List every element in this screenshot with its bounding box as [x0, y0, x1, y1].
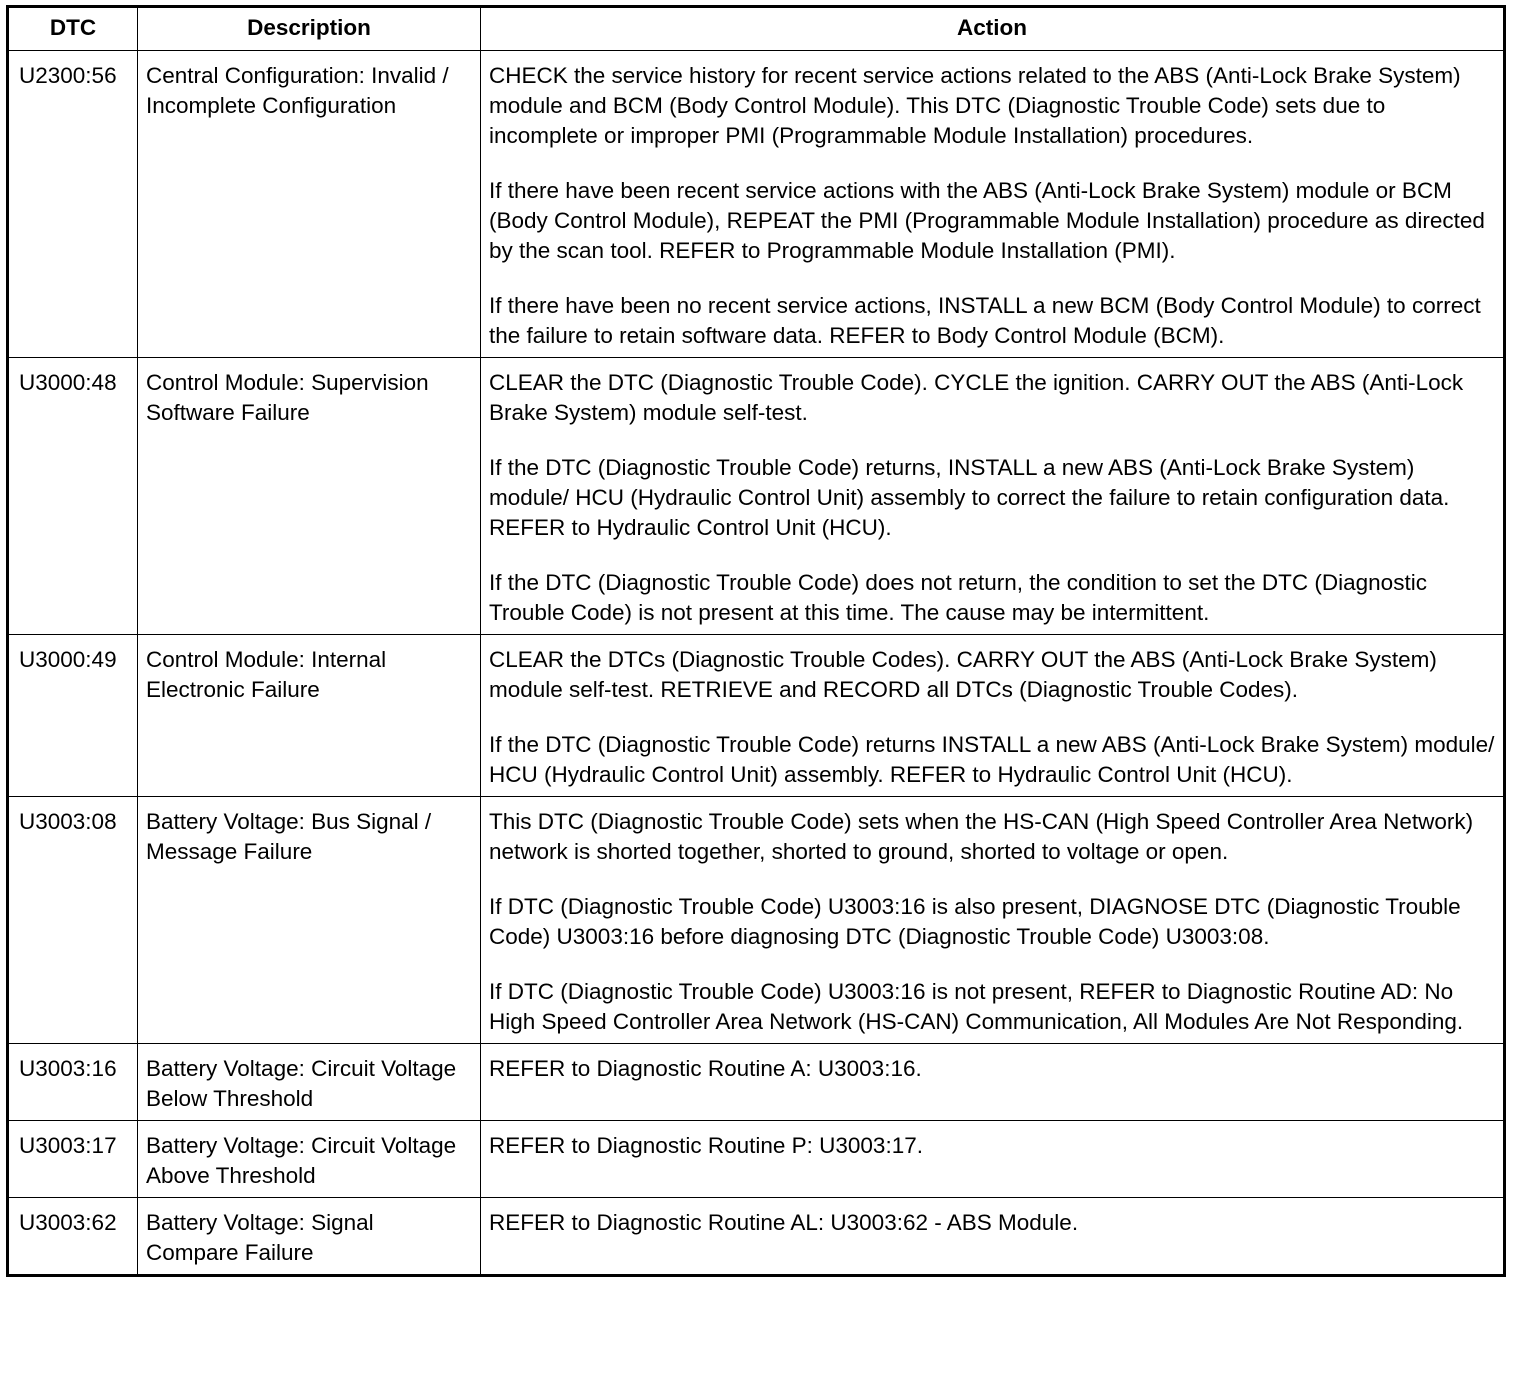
- dtc-code: U3003:62: [8, 1198, 138, 1276]
- header-dtc: DTC: [8, 7, 138, 51]
- action-paragraph: CLEAR the DTCs (Diagnostic Trouble Codes). CARRY OUT the ABS (Anti-Lock Brake System) module self-test. RETRIEVE and RECORD all DTCs (Diagnostic Trouble Codes).: [489, 647, 1437, 702]
- action-paragraph: If DTC (Diagnostic Trouble Code) U3003:16 is also present, DIAGNOSE DTC (Diagnostic Trouble Code) U3003:16 before diagnosing DTC (Diagnostic Trouble Code) U3003:08.: [489, 894, 1461, 949]
- dtc-code: U3003:08: [8, 797, 138, 1044]
- dtc-action: [481, 1121, 1505, 1198]
- header-action: Action: [481, 7, 1505, 51]
- action-paragraph: If the DTC (Diagnostic Trouble Code) returns, INSTALL a new ABS (Anti-Lock Brake System) module/ HCU (Hydraulic Control Unit) assembly to correct the failure to retain configuration data. REFER to Hydraulic Control Unit (HCU).: [489, 455, 1450, 540]
- dtc-description: Control Module: Supervision Software Failure: [138, 358, 481, 635]
- table-header-row: [8, 7, 1505, 51]
- action-paragraph: REFER to Diagnostic Routine P: U3003:17.: [489, 1133, 923, 1158]
- action-paragraph: This DTC (Diagnostic Trouble Code) sets when the HS-CAN (High Speed Controller Area Network) network is shorted together, shorted to ground, shorted to voltage or open.: [489, 809, 1474, 864]
- dtc-code: U3003:16: [8, 1044, 138, 1121]
- dtc-action: [481, 358, 1505, 635]
- action-paragraph: If DTC (Diagnostic Trouble Code) U3003:16 is not present, REFER to Diagnostic Routine AD: No High Speed Controller Area Network (HS-CAN) Communication, All Modules Are Not Responding.: [489, 979, 1464, 1034]
- dtc-table: [6, 5, 1506, 1277]
- table-row: [8, 635, 1505, 797]
- action-paragraph: If there have been recent service actions with the ABS (Anti-Lock Brake System) module or BCM (Body Control Module), REPEAT the PMI (Programmable Module Installation) procedure as directed by the scan tool. REFER to Programmable Module Installation (PMI).: [489, 178, 1485, 263]
- dtc-description: Battery Voltage: Signal Compare Failure: [138, 1198, 481, 1276]
- dtc-code: U3000:49: [8, 635, 138, 797]
- action-paragraph: CLEAR the DTC (Diagnostic Trouble Code). CYCLE the ignition. CARRY OUT the ABS (Anti-Lock Brake System) module self-test.: [489, 370, 1464, 425]
- dtc-code: U3000:48: [8, 358, 138, 635]
- dtc-description: Control Module: Internal Electronic Failure: [138, 635, 481, 797]
- dtc-action: [481, 1044, 1505, 1121]
- action-paragraph: CHECK the service history for recent service actions related to the ABS (Anti-Lock Brake System) module and BCM (Body Control Module). This DTC (Diagnostic Trouble Code) sets due to incomplete or improper PMI (Programmable Module Installation) procedures.: [489, 63, 1461, 148]
- table-row: [8, 51, 1505, 358]
- action-paragraph: If there have been no recent service actions, INSTALL a new BCM (Body Control Module) to correct the failure to retain software data. REFER to Body Control Module (BCM).: [489, 293, 1481, 348]
- dtc-action: [481, 1198, 1505, 1276]
- dtc-description: Battery Voltage: Bus Signal / Message Failure: [138, 797, 481, 1044]
- dtc-code: U2300:56: [8, 51, 138, 358]
- table-row: [8, 797, 1505, 1044]
- header-description: Description: [138, 7, 481, 51]
- dtc-action: [481, 635, 1505, 797]
- table-row: [8, 1198, 1505, 1276]
- dtc-description: Central Configuration: Invalid / Incomplete Configuration: [138, 51, 481, 358]
- action-paragraph: REFER to Diagnostic Routine AL: U3003:62 - ABS Module.: [489, 1210, 1079, 1235]
- table-row: [8, 358, 1505, 635]
- dtc-code: U3003:17: [8, 1121, 138, 1198]
- dtc-description: Battery Voltage: Circuit Voltage Below Threshold: [138, 1044, 481, 1121]
- dtc-action: [481, 797, 1505, 1044]
- table-row: [8, 1121, 1505, 1198]
- action-paragraph: If the DTC (Diagnostic Trouble Code) returns INSTALL a new ABS (Anti-Lock Brake System) module/ HCU (Hydraulic Control Unit) assembly. REFER to Hydraulic Control Unit (HCU).: [489, 732, 1495, 787]
- table-row: [8, 1044, 1505, 1121]
- action-paragraph: If the DTC (Diagnostic Trouble Code) does not return, the condition to set the DTC (Diagnostic Trouble Code) is not present at this time. The cause may be intermittent.: [489, 570, 1427, 625]
- action-paragraph: REFER to Diagnostic Routine A: U3003:16.: [489, 1056, 922, 1081]
- dtc-description: Battery Voltage: Circuit Voltage Above Threshold: [138, 1121, 481, 1198]
- dtc-action: [481, 51, 1505, 358]
